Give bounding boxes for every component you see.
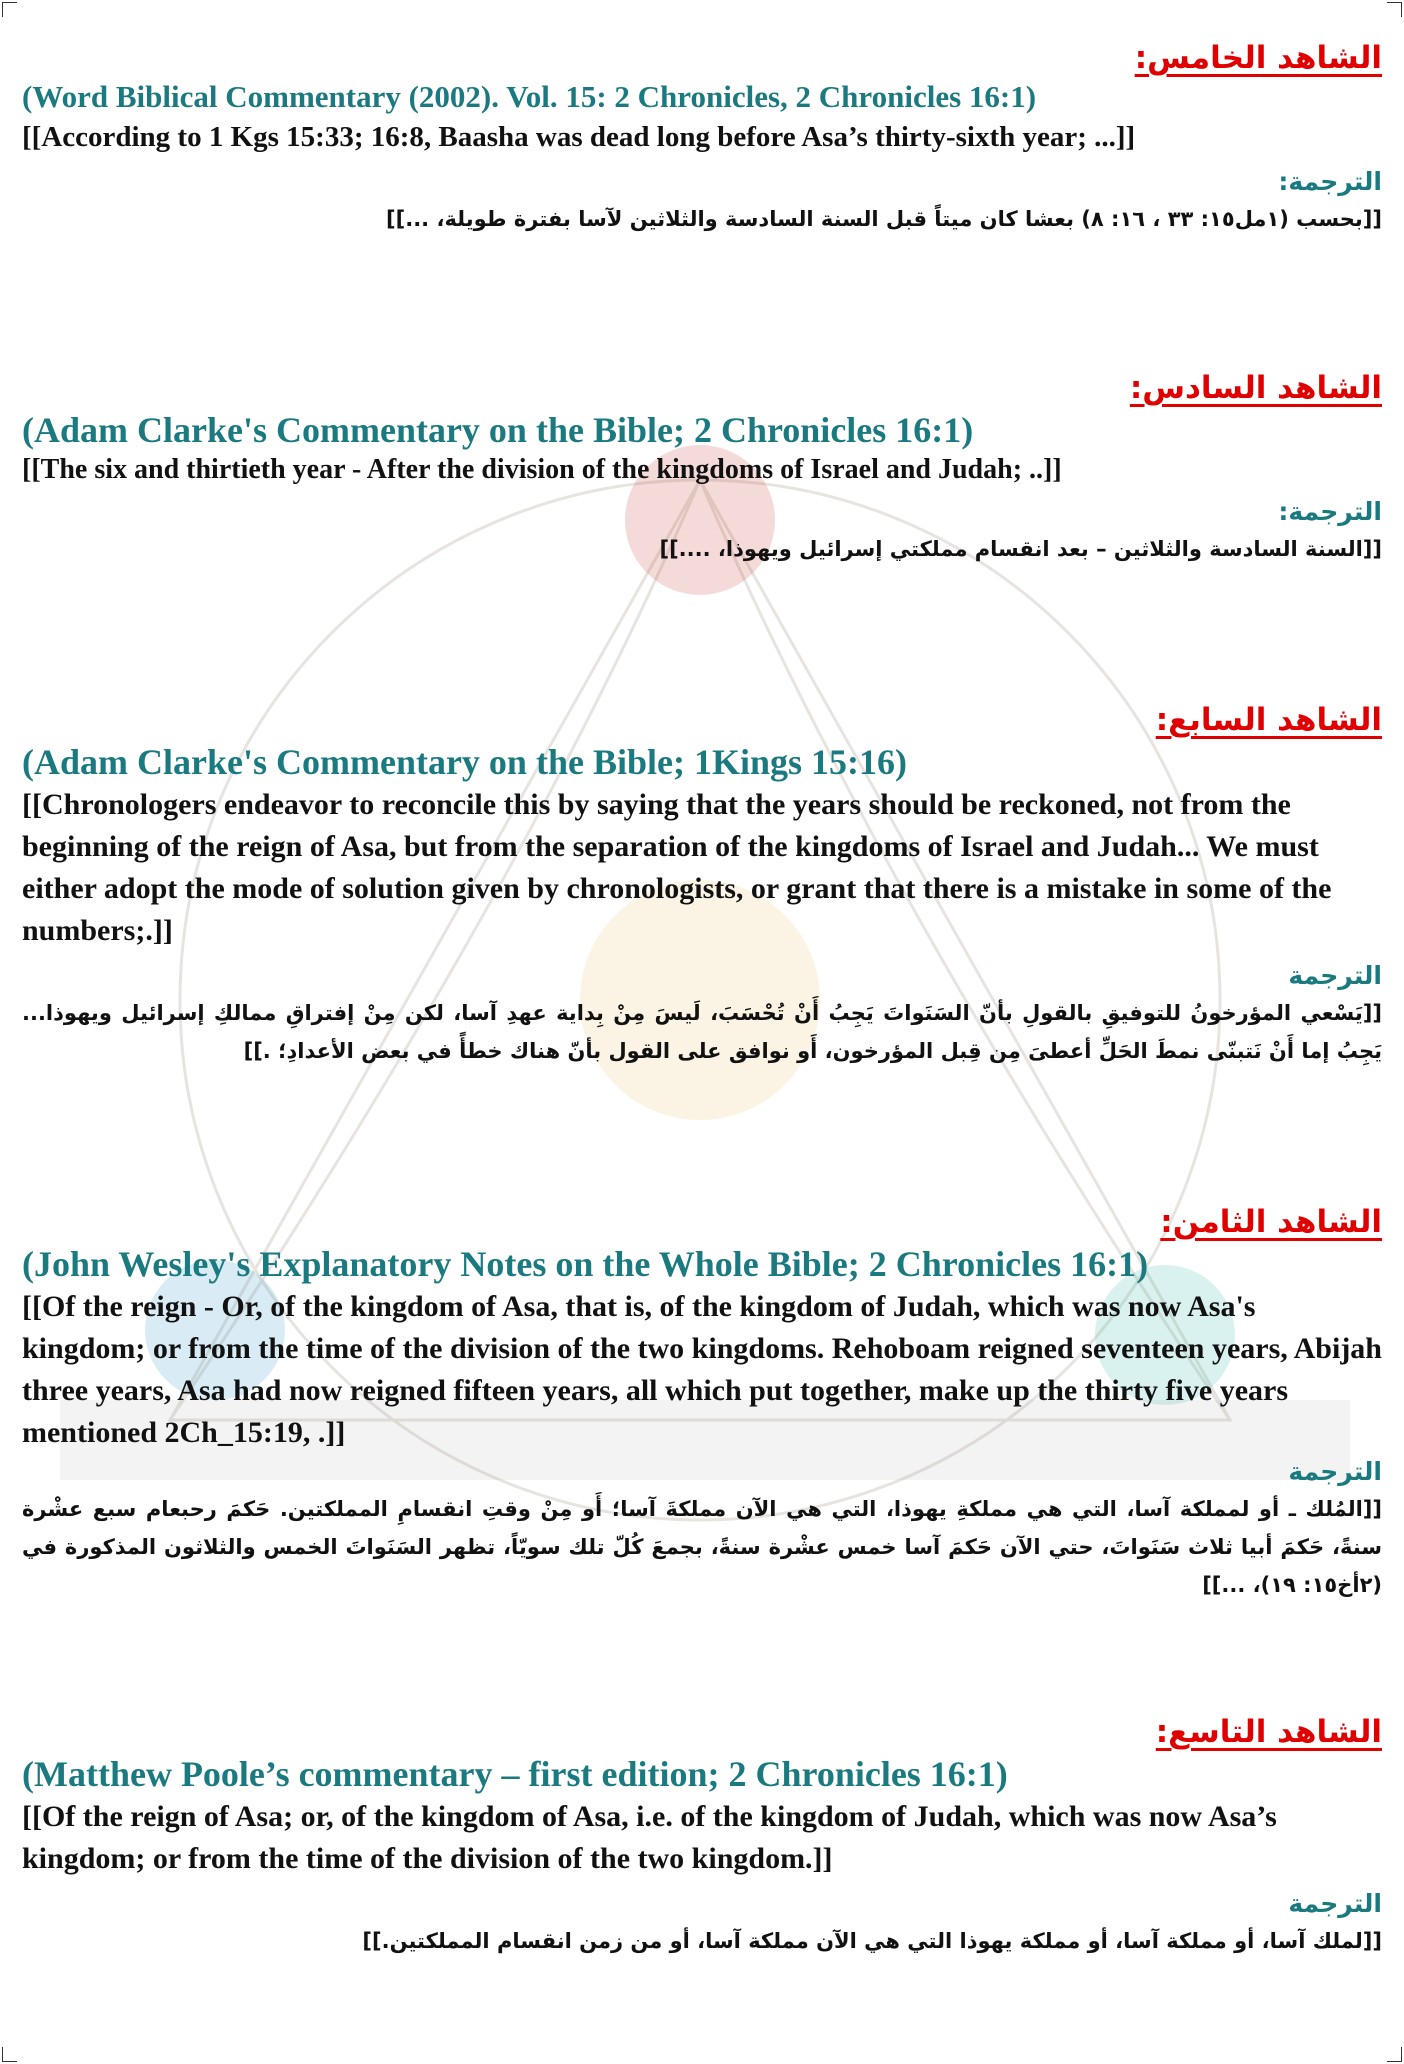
witness-quote: [[According to 1 Kgs 15:33; 16:8, Baasha was dead long before Asa’s thirty-sixth year; ...]] xyxy=(22,121,1136,153)
translation-label: الترجمة: xyxy=(1278,167,1382,196)
witness-quote: [[The six and thirtieth year - After the division of the kingdoms of Israel and Judah; ..]] xyxy=(22,454,1062,485)
witness-7 xyxy=(22,700,1382,1070)
translation-label: الترجمة xyxy=(1288,961,1382,990)
witness-heading: الشاهد السادس: xyxy=(1129,370,1382,406)
witness-source: (John Wesley's Explanatory Notes on the Whole Bible; 2 Chronicles 16:1) xyxy=(22,1244,1149,1284)
witness-quote: [[Of the reign - Or, of the kingdom of Asa, that is, of the kingdom of Judah, which was now Asa's kingdom; or from the time of the division of the two kingdoms. Rehoboam reigned seventeen years, Abijah three years, Asa had now reigned fifteen years, all which put together, make up the thirty five years mentioned 2Ch_15:19, .]] xyxy=(22,1290,1382,1449)
witness-source: (Word Biblical Commentary (2002). Vol. 15: 2 Chronicles, 2 Chronicles 16:1) xyxy=(22,79,1037,114)
crop-mark-top-right xyxy=(1387,2,1402,17)
witness-8 xyxy=(22,1202,1382,1604)
translation-text: [[السنة السادسة والثلاثين – بعد انقسام مملكتي إسرائيل ويهوذا، ....]] xyxy=(659,537,1382,561)
translation-label: الترجمة: xyxy=(1278,497,1382,526)
crop-mark-bottom-right xyxy=(1387,2047,1402,2062)
witness-quote: [[Of the reign of Asa; or, of the kingdom of Asa, i.e. of the kingdom of Judah, which was now Asa’s kingdom; or from the time of the division of the two kingdom.]] xyxy=(22,1800,1277,1875)
witness-9 xyxy=(22,1712,1382,1960)
witness-source: (Adam Clarke's Commentary on the Bible; 2 Chronicles 16:1) xyxy=(22,410,974,450)
translation-label: الترجمة xyxy=(1288,1457,1382,1486)
translation-label: الترجمة xyxy=(1288,1889,1382,1918)
witness-heading: الشاهد السابع: xyxy=(1155,702,1382,738)
translation-text: [[لملك آسا، أو مملكة آسا، أو مملكة يهوذا التي هي الآن مملكة آسا، أو من زمن انقسام المملكتين.]] xyxy=(362,1929,1382,1953)
translation-text: [[يَسْعي المؤرخونُ للتوفيقِ بالقولِ بأنّ السَنَواتَ يَجِبُ أَنْ تُحْسَبَ، لَيسَ مِنْ بِداية عهدِ آسا، لكن مِنْ إفتراقِ ممالكِ إسرائيل ويهوذا... يَجِبُ إما أَنْ نَتبنّى نمطَ الحَلِّ أعطىَ مِن قِبل المؤرخون، أَو نوافق على القول بأنّ هناك خطأً في بعض الأعدادِ؛ .]] xyxy=(22,1001,1382,1063)
witness-heading: الشاهد الخامس: xyxy=(1134,40,1382,76)
translation-text: [[المُلك ـ أو لمملكة آسا، التي هي مملكةِ يهوذا، التي هي الآن مملكةَ آسا؛ أَو مِنْ وقتِ انقسامِ المملكتين. حَكمَ رحبعام سبع عشْرة سنةً، حَكمَ أبيا ثلاث سَنَواتَ، حتي الآن حَكمَ آسا خمس عشْرة سنةً، بجمعَ كُلّ تلك سويّاً، تظهر السَنَواتَ الخمس والثلاثون المذكورة في (٢أخ١٥: ١٩)، ...]] xyxy=(22,1497,1382,1597)
witness-heading: الشاهد الثامن: xyxy=(1160,1204,1382,1240)
translation-text: [[بحسب (١مل١٥: ٣٣ ، ١٦: ٨) بعشا كان ميتاً قبل السنة السادسة والثلاثين لآسا بفترة طويلة، ...]] xyxy=(386,207,1382,231)
witness-5 xyxy=(22,38,1382,238)
crop-mark-top-left xyxy=(2,2,17,17)
witness-source: (Adam Clarke's Commentary on the Bible; 1Kings 15:16) xyxy=(22,742,907,782)
witness-heading: الشاهد التاسع: xyxy=(1155,1714,1382,1750)
witness-quote: [[Chronologers endeavor to reconcile this by saying that the years should be reckoned, not from the beginning of the reign of Asa, but from the separation of the kingdoms of Israel and Judah... We must either adopt the mode of solution given by chronologists, or grant that there is a mistake in some of the numbers;.]] xyxy=(22,788,1332,947)
witness-source: (Matthew Poole’s commentary – first edition; 2 Chronicles 16:1) xyxy=(22,1754,1008,1794)
witness-6 xyxy=(22,368,1382,568)
crop-mark-bottom-left xyxy=(2,2047,17,2062)
